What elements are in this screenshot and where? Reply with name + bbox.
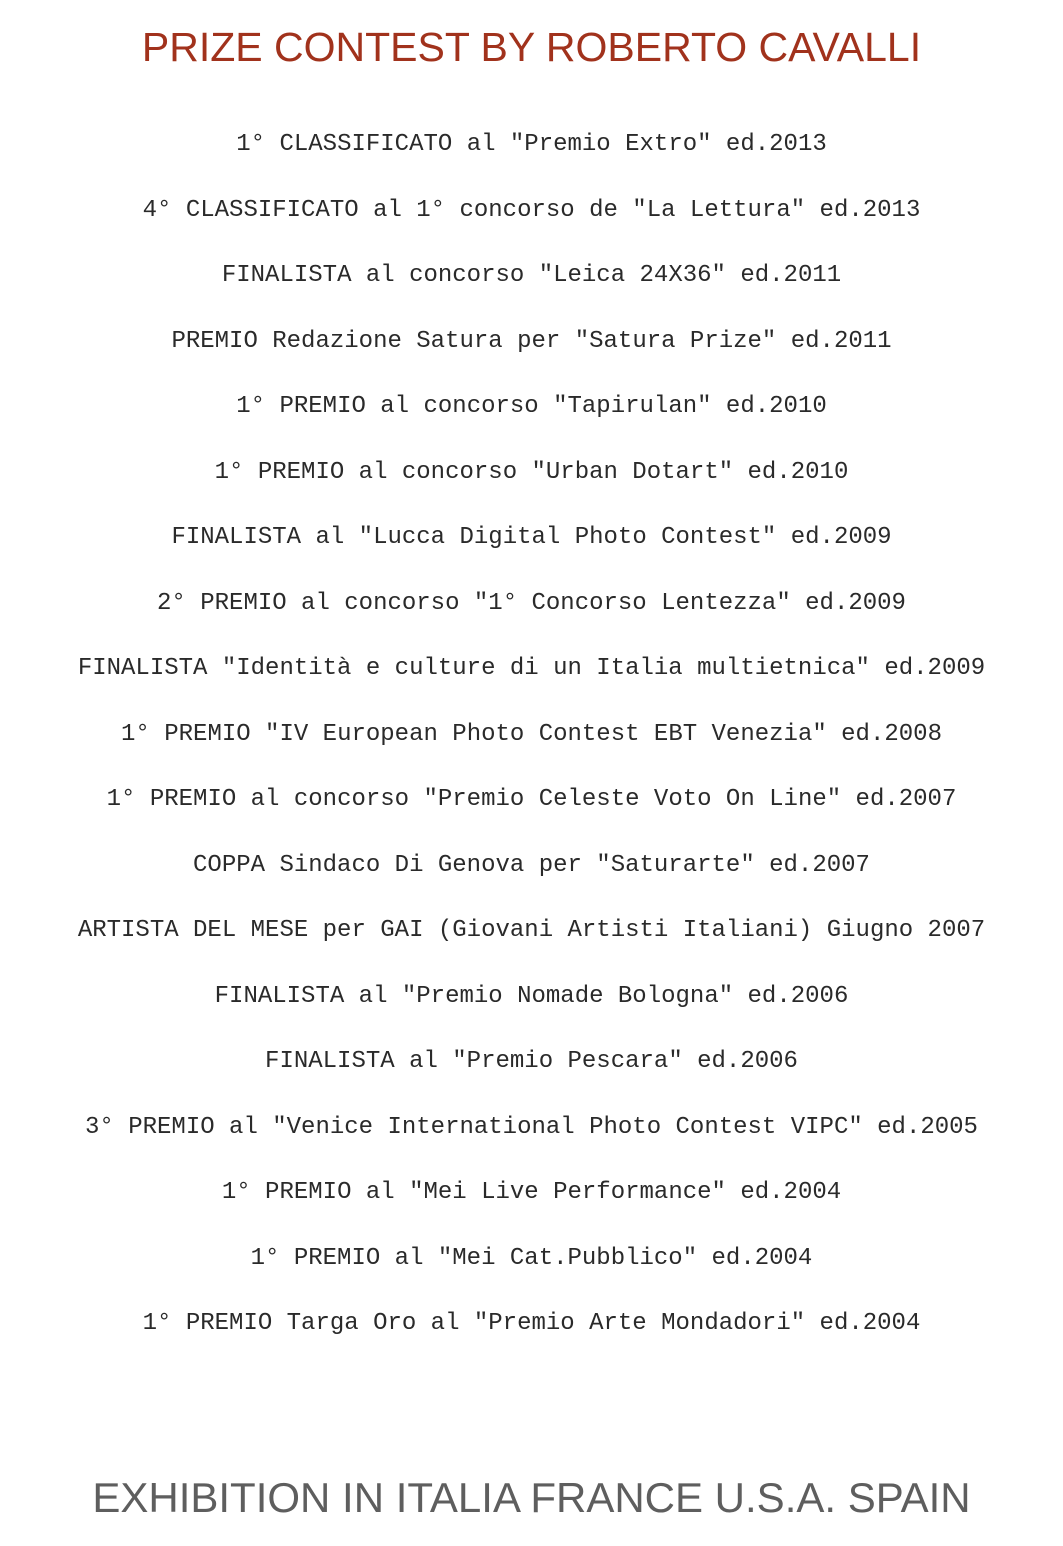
- award-item: FINALISTA al concorso "Leica 24X36" ed.2011: [221, 262, 842, 289]
- award-item: FINALISTA al "Premio Nomade Bologna" ed.2006: [214, 982, 849, 1010]
- award-item: 1° PREMIO Targa Oro al "Premio Arte Mondadori" ed.2004: [142, 1310, 921, 1337]
- award-item: 2° PREMIO al concorso "1° Concorso Lentezza" ed.2009: [157, 589, 906, 617]
- award-item: 3° PREMIO al "Venice International Photo Contest VIPC" ed.2005: [85, 1113, 978, 1141]
- page-title: PRIZE CONTEST BY ROBERTO CAVALLI: [141, 24, 922, 70]
- award-item: 1° PREMIO al "Mei Cat.Pubblico" ed.2004: [250, 1244, 813, 1272]
- award-item: FINALISTA al "Lucca Digital Photo Contest" ed.2009: [171, 524, 892, 551]
- award-item: 1° CLASSIFICATO al "Premio Extro" ed.2013: [236, 131, 827, 158]
- award-item: 1° PREMIO al concorso "Urban Dotart" ed.2010: [214, 458, 849, 486]
- award-item: 4° CLASSIFICATO al 1° concorso de "La Lettura" ed.2013: [142, 196, 921, 224]
- award-item: 1° PREMIO al concorso "Premio Celeste Voto On Line" ed.2007: [106, 786, 957, 813]
- award-item: FINALISTA "Identità e culture di un Italia multietnica" ed.2009: [77, 655, 986, 682]
- award-item: PREMIO Redazione Satura per "Satura Prize" ed.2011: [171, 327, 892, 355]
- award-item: 1° PREMIO al "Mei Live Performance" ed.2004: [221, 1179, 842, 1206]
- award-item: 1° PREMIO al concorso "Tapirulan" ed.2010: [236, 393, 827, 420]
- award-item: ARTISTA DEL MESE per GAI (Giovani Artisti Italiani) Giugno 2007: [77, 917, 986, 944]
- exhibition-footer: EXHIBITION IN ITALIA FRANCE U.S.A. SPAIN: [92, 1474, 971, 1521]
- award-item: 1° PREMIO "IV European Photo Contest EBT Venezia" ed.2008: [121, 720, 942, 748]
- award-item: COPPA Sindaco Di Genova per "Saturarte" ed.2007: [193, 851, 870, 879]
- awards-list: [0, 126, 1063, 1371]
- award-item: FINALISTA al "Premio Pescara" ed.2006: [265, 1048, 798, 1075]
